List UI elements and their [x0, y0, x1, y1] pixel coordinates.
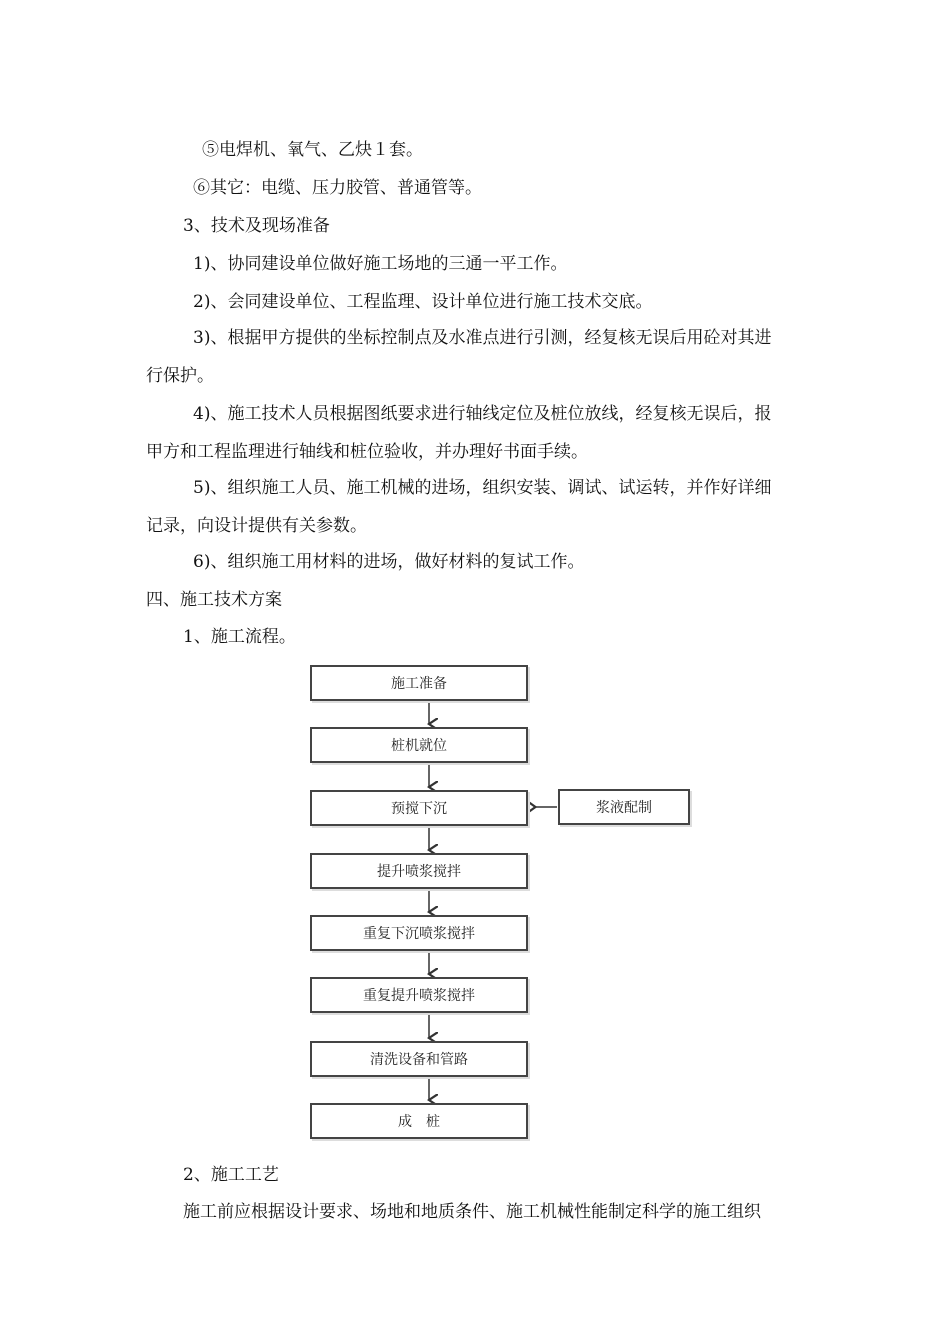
para-12: 6)、组织施工用材料的进场，做好材料的复试工作。: [193, 552, 585, 572]
para-3: 3、技术及现场准备: [183, 216, 330, 236]
flow-step-repeat-sink: 重复下沉喷浆搅拌: [310, 915, 528, 951]
para-2: ⑥其它：电缆、压力胶管、普通管等。: [193, 178, 482, 198]
para-last: 施工前应根据设计要求、场地和地质条件、施工机械性能制定科学的施工组织: [183, 1202, 761, 1222]
flow-side-slurry-mix: 浆液配制: [558, 789, 690, 825]
subsection-heading: 1、施工流程。: [183, 627, 296, 647]
flow-step-repeat-lift: 重复提升喷浆搅拌: [310, 977, 528, 1013]
para-4: 1)、协同建设单位做好施工场地的三通一平工作。: [193, 254, 568, 274]
flow-step-pre-mix-sink: 预搅下沉: [310, 790, 528, 826]
section-heading: 四、施工技术方案: [146, 590, 282, 610]
flow-step-rig-position: 桩机就位: [310, 727, 528, 763]
flow-step-prepare: 施工准备: [310, 665, 528, 701]
flow-step-lift-spray-mix: 提升喷浆搅拌: [310, 853, 528, 889]
flow-step-finish-pile: 成 桩: [310, 1103, 528, 1139]
para-1: ⑤电焊机、氧气、乙炔１套。: [202, 140, 423, 160]
subsection-heading-2: 2、施工工艺: [183, 1165, 279, 1185]
para-5: 2)、会同建设单位、工程监理、设计单位进行施工技术交底。: [193, 292, 653, 312]
para-10: 5)、组织施工人员、施工机械的进场，组织安装、调试、试运转，并作好详细: [193, 478, 772, 498]
para-11: 记录，向设计提供有关参数。: [146, 516, 367, 536]
para-9: 甲方和工程监理进行轴线和桩位验收，并办理好书面手续。: [146, 442, 588, 462]
para-7: 行保护。: [146, 366, 214, 386]
flow-step-clean: 清洗设备和管路: [310, 1041, 528, 1077]
para-8: 4)、施工技术人员根据图纸要求进行轴线定位及桩位放线，经复核无误后，报: [193, 404, 772, 424]
para-6: 3)、根据甲方提供的坐标控制点及水准点进行引测，经复核无误后用砼对其进: [193, 328, 772, 348]
flowchart: [300, 656, 700, 1146]
